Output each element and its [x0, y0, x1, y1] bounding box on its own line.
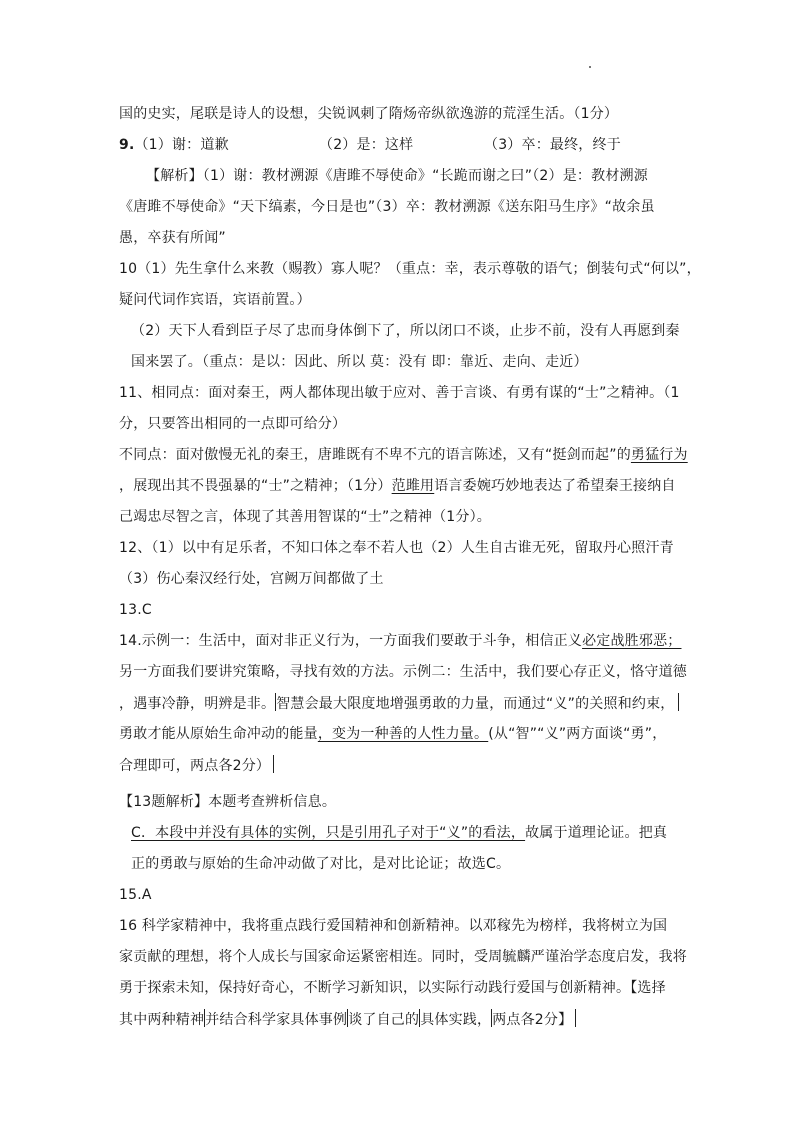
underlined-span: 必定战胜邪恶； — [582, 633, 682, 649]
q12-answer: 12、（1）以中有足乐者，不知口体之奉不若人也（2）人生自古谁无死，留取丹心照汗青 — [119, 540, 674, 556]
text-line — [119, 755, 277, 776]
q9-answer-3: （3）卒：最终，终于 — [484, 137, 621, 153]
q9-answer-2: （2）是：这样 — [319, 137, 414, 153]
q9-number: 9. — [119, 137, 135, 153]
text-line: 疑问代词作宾语，宾语前置。） — [119, 292, 311, 308]
text-line: （3）伤心秦汉经行处，宫阙万间都做了土 — [119, 571, 384, 587]
text-line — [119, 476, 676, 496]
q9-answer-1: （1）谢：道歉 — [134, 137, 229, 153]
text-span: 14.示例一：生活中，面对非正义行为，一方面我们要敢于斗争，相信正义 — [119, 633, 583, 649]
text-line: 正的勇敢与原始的生命冲动做了对比，是对比论证；故选C。 — [131, 856, 511, 872]
text-line: 愚，卒获有所闻” — [119, 230, 226, 246]
text-line — [119, 1009, 579, 1030]
text-line: 国的史实，尾联是诗人的设想，尖锐讽刺了隋炀帝纵欲逸游的荒淫生活。（1分） — [119, 106, 619, 122]
scan-dot — [589, 66, 591, 68]
text-line: 另一方面我们要讲究策略，寻找有效的方法。示例二：生活中，我们要心存正义，恪守道德 — [119, 664, 687, 680]
text-span: ，遇事冷静，明辨是非。 — [119, 696, 276, 712]
text-span: 具体实践， — [420, 1012, 492, 1028]
text-span: 其中两种精神 — [119, 1012, 205, 1028]
text-line: 分，只要答出相同的一点即可给分） — [119, 416, 347, 432]
q9-answer-line — [119, 135, 229, 155]
text-line: 己竭忠尽智之言，体现了其善用智谋的“士”之精神（1分）。 — [119, 509, 492, 525]
text-span: 勇敢才能从原始生命冲动的能量 — [119, 726, 318, 742]
text-line — [119, 693, 682, 714]
text-cursor — [575, 1009, 576, 1027]
q16-answer: 16 科学家精神中，我将重点践行爱国精神和创新精神。以邓稼先为榜样，我将树立为国 — [119, 918, 668, 934]
text-span: 并结合科学家具体事例 — [205, 1012, 348, 1028]
text-span: 语言委婉巧妙地表达了希望秦王接纳自 — [434, 478, 676, 494]
q11-same-points: 11、相同点：面对秦王，两人都体现出敏于应对、善于言谈、有勇有谋的“士”之精神。（1 — [119, 385, 680, 401]
underlined-span: 范雎用 — [391, 478, 435, 494]
q9-analysis-heading: 【解析】（1）谢：教材溯源《唐雎不辱使命》“长跪而谢之曰”（2）是：教材溯源 — [146, 168, 648, 184]
text-cursor — [678, 693, 679, 711]
text-span: ，展现出其不畏强暴的“士”之精神；（1分） — [119, 478, 392, 494]
text-span: 不同点：面对傲慢无礼的秦王，唐雎既有不卑不亢的语言陈述，又有“挺剑而起”的 — [119, 447, 631, 463]
q13-analysis-heading: 【13题解析】本题考查辨析信息。 — [119, 794, 337, 810]
text-span: 故属于道理论证。把真 — [525, 825, 668, 841]
q11-diff-points — [119, 445, 688, 465]
q13-answer: 13.C — [119, 602, 152, 618]
q10-answer-1: 10（1）先生拿什么来教（赐教）寡人呢？（重点：幸，表示尊敬的语气；倒装句式“何以”， — [119, 261, 701, 277]
q14-answer — [119, 631, 681, 651]
text-span: (从“智”“义”两方面谈“勇”， — [488, 726, 667, 742]
text-span: 合理即可，两点各2分） — [119, 758, 271, 774]
text-line: 国来罢了。（重点：是以：因此、所以 莫：没有 即：靠近、走向、走近） — [131, 354, 588, 370]
text-cursor — [273, 755, 274, 773]
text-line: 《唐雎不辱使命》“天下缟素，今日是也”（3）卒：教材溯源《送东阳马生序》“故余虽 — [119, 199, 655, 215]
text-line: 家贡献的理想，将个人成长与国家命运紧密相连。同时，受周毓麟严谨治学态度启发，我将 — [119, 949, 687, 965]
text-line: 勇于探索未知，保持好奇心，不断学习新知识，以实际行动践行爱国与创新精神。【选择 — [119, 980, 666, 996]
underlined-span: 勇猛行为 — [630, 447, 688, 463]
underlined-span: C．本段中并没有具体的实例，只是引用孔子对于“义”的看法， — [131, 825, 526, 841]
text-span: 谈了自己的 — [348, 1012, 420, 1028]
q10-answer-2: （2）天下人看到臣子尽了忠而身体倒下了，所以闭口不谈，止步不前，没有人再愿到秦 — [131, 323, 680, 339]
q15-answer: 15.A — [119, 887, 152, 903]
text-span: 两点各2分】 — [492, 1012, 573, 1028]
text-line — [119, 724, 666, 744]
text-span: 智慧会最大限度地增强勇敢的力量，而通过“义”的关照和约束， — [276, 696, 675, 712]
underlined-span: ，变为一种善的人性力量。 — [317, 726, 489, 742]
q13-analysis — [131, 823, 667, 843]
